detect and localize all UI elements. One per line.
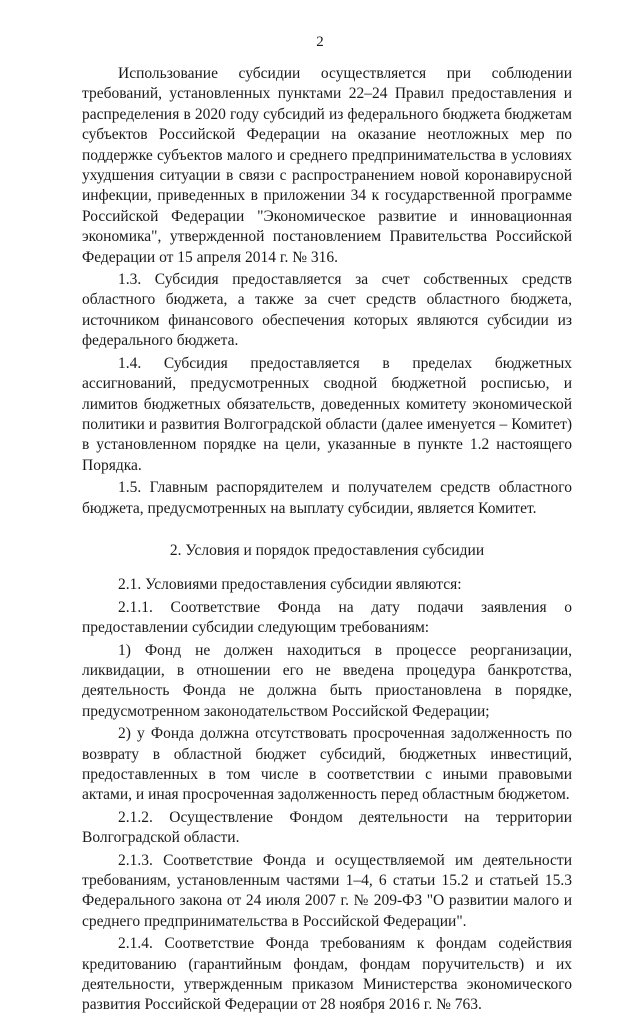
paragraph-item-2: 2) у Фонда должна отсутствовать просроченная задолженность по возврату в областной бюджет субсидий, бюджетных инвестиций, предоставленных в том числе в соответствии с иными правовыми актами, и иная просроченная задолженность перед областным бюджетом. bbox=[82, 725, 572, 804]
paragraph-2-1-1: 2.1.1. Соответствие Фонда на дату подачи заявления о предоставлении субсидии следующим требованиям: bbox=[82, 598, 572, 637]
paragraph-2-1: 2.1. Условиями предоставления субсидии являются: bbox=[118, 576, 462, 594]
section-heading: 2. Условия и порядок предоставления субсидии bbox=[169, 541, 485, 559]
paragraph-2-1-2: 2.1.2. Осуществление Фондом деятельности на территории Волгоградской области. bbox=[82, 808, 572, 847]
paragraph-2-1-3: 2.1.3. Соответствие Фонда и осуществляемой им деятельности требованиям, установленным частями 1–4, 6 статьи 15.2 и статьей 15.3 Федерального закона от 24 июля 2007 г. № 209-ФЗ "О развитии малого и среднего предпринимательства в Российской Федерации". bbox=[82, 851, 572, 930]
document-body bbox=[82, 64, 572, 1016]
paragraph-subsidy-usage: Использование субсидии осуществляется при соблюдении требований, установленных пунктами 22–24 Правил предоставления и распределения в 2020 году субсидий из федерального бюджета бюджетам субъектов Российской Федерации на оказание неотложных мер по поддержке субъектов малого и среднего предпринимательства в условиях ухудшения ситуации в связи с распространением новой коронавирусной инфекции, приведенных в приложении 34 к государственной программе Российской Федерации "Экономическое развитие и инновационная экономика", утвержденной постановлением Правительства Российской Федерации от 15 апреля 2014 г. № 316. bbox=[82, 65, 572, 266]
paragraph-1-3: 1.3. Субсидия предоставляется за счет собственных средств областного бюджета, а также за счет средств областного бюджета, источником финансового обеспечения которых являются субсидии из федерального бюджета. bbox=[82, 271, 572, 350]
page-number: 2 bbox=[316, 34, 324, 50]
paragraph-1-4: 1.4. Субсидия предоставляется в пределах бюджетных ассигнований, предусмотренных сводной бюджетной росписью, и лимитов бюджетных обязательств, доведенных комитету экономической политики и развития Волгоградской области (далее именуется – Комитет) в установленном порядке на цели, указанные в пункте 1.2 настоящего Порядка. bbox=[82, 354, 572, 474]
paragraph-item-1: 1) Фонд не должен находиться в процессе реорганизации, ликвидации, в отношении его не введена процедура банкротства, деятельность Фонда не должна быть приостановлена в порядке, предусмотренном законодательством Российской Федерации; bbox=[82, 641, 572, 720]
paragraph-2-1-4: 2.1.4. Соответствие Фонда требованиям к фондам содействия кредитованию (гарантийным фондам, фондам поручительств) и их деятельности, утвержденным приказом Министерства экономического развития Российской Федерации от 28 ноября 2016 г. № 763. bbox=[82, 935, 572, 1014]
paragraph-1-5: 1.5. Главным распорядителем и получателем средств областного бюджета, предусмотренных на выплату субсидии, является Комитет. bbox=[82, 479, 572, 517]
